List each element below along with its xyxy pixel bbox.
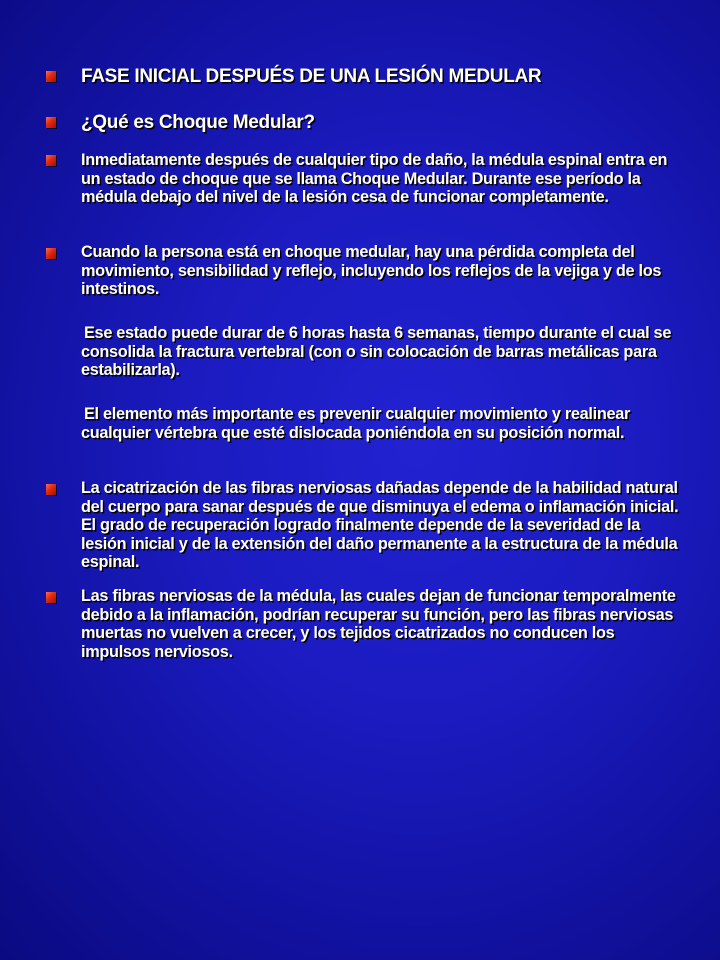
red-square-bullet-icon [46,484,56,495]
slide-question: ¿Qué es Choque Medular? [81,112,315,133]
paragraph-text: Ese estado puede durar de 6 horas hasta 6 semanas, tiempo durante el cual se consolida la fractura vertebral (con o sin colocación de barras metálicas para estabilizarla). [81,324,672,379]
red-square-bullet-icon [46,155,56,166]
red-square-bullet-icon [46,71,56,82]
paragraph-text: El elemento más importante es prevenir cualquier movimiento y realinear cualquier vértebra que esté dislocada poniéndola en su posición normal. [81,405,631,442]
red-square-bullet-icon [46,592,56,603]
paragraph-text: La cicatrización de las fibras nerviosas dañadas depende de la habilidad natural del cuerpo para sanar después de que disminuya el edema o inflamación inicial. El grado de recuperación logrado finalmente depende de la severidad de la lesión inicial y de la extensión del daño permanente a la estructura de la médula espinal. [81,479,679,571]
paragraph-text: Inmediatamente después de cualquier tipo de daño, la médula espinal entra en un estado de choque que se llama Choque Medular. Durante ese período la médula debajo del nivel de la lesión cesa de funcionar completamente. [81,151,668,206]
slide-title: FASE INICIAL DESPUÉS DE UNA LESIÓN MEDULAR [81,66,542,87]
red-square-bullet-icon [46,117,56,128]
red-square-bullet-icon [46,248,56,259]
paragraph-text: Las fibras nerviosas de la médula, las cuales dejan de funcionar temporalmente debido a la inflamación, podrían recuperar su función, pero las fibras nerviosas muertas no vuelven a crecer, y los tejidos cicatrizados no conducen los impulsos nerviosos. [81,587,676,661]
paragraph-text: Cuando la persona está en choque medular, hay una pérdida completa del movimiento, sensibilidad y reflejo, incluyendo los reflejos de la vejiga y de los intestinos. [81,243,662,298]
